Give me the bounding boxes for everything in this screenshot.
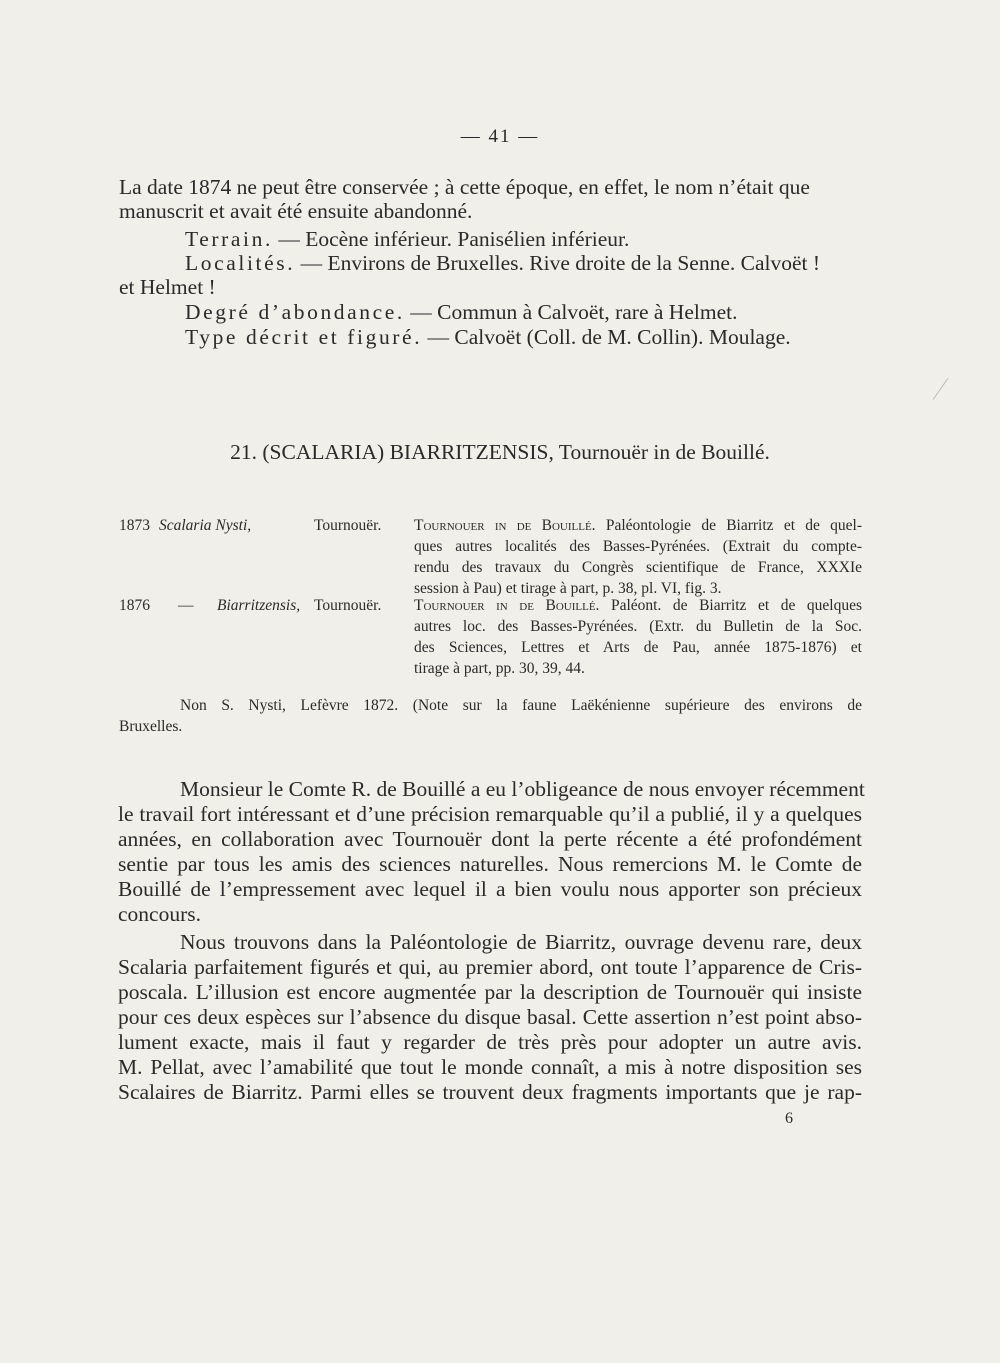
ref-line: session à Pau) et tirage à part, p. 38, pl. VI, fig. 3. — [414, 580, 722, 597]
paragraph-line: lument exacte, mais il faut y regarder de très près pour adopter un autre avis. — [118, 1030, 862, 1054]
field-terrain-label: Terrain. — [185, 227, 273, 251]
ref-author: Tournouer in de Bouillé. — [414, 517, 596, 534]
field-type — [185, 325, 791, 349]
ref-line: ques autres localités des Basses-Pyrénées. (Extrait du compte- — [414, 538, 862, 555]
margin-mark — [933, 378, 949, 400]
field-localites-label: Localités. — [185, 251, 296, 275]
intro-line-2: manuscrit et avait été ensuite abandonné. — [119, 199, 473, 223]
paragraph-line: poscala. L’illusion est encore augmentée par la description de Tournouër qui insiste — [118, 980, 862, 1004]
field-type-label: Type décrit et figuré. — [185, 325, 423, 349]
non-note-line-1: Non S. Nysti, Lefèvre 1872. (Note sur la faune Laëkénienne supérieure des environs de — [180, 697, 862, 714]
field-localites — [185, 251, 820, 275]
field-abondance-label: Degré d’abondance. — [185, 300, 405, 324]
synonymy-name: Scalaria Nysti, — [159, 517, 252, 534]
non-note-line-2: Bruxelles. — [119, 718, 183, 735]
field-localites-cont: et Helmet ! — [119, 275, 216, 299]
paragraph-1 — [118, 777, 865, 927]
paragraph-line: Scalaires de Biarritz. Parmi elles se trouvent deux fragments importants que je rap- — [118, 1080, 862, 1104]
field-terrain — [185, 227, 629, 251]
ref-line: Paléont. de Biarritz et de quelques — [611, 597, 863, 614]
paragraph-line: Monsieur le Comte R. de Bouillé a eu l’obligeance de nous envoyer récemment — [180, 777, 865, 801]
paragraph-line: sentie par tous les amis des sciences naturelles. Nous remercions M. le Comte de — [118, 852, 862, 876]
field-abondance — [185, 300, 737, 324]
paragraph-line: Scalaria parfaitement figurés et qui, au premier abord, ont toute l’apparence de Cris- — [118, 955, 862, 979]
synonymy-name: Biarritzensis, — [217, 597, 301, 614]
field-type-value: — Calvoët (Coll. de M. Collin). Moulage. — [427, 325, 791, 349]
paragraph-line: Bouillé de l’empressement avec lequel il a bien voulu nous apporter son précieux — [118, 877, 862, 901]
paragraph-line: Nous trouvons dans la Paléontologie de Biarritz, ouvrage devenu rare, deux — [180, 930, 862, 954]
synonymy-dash: — — [178, 597, 194, 614]
ref-line: rendu des travaux du Congrès scientifique de France, XXXIe — [414, 559, 862, 576]
intro-line-1: La date 1874 ne peut être conservée ; à cette époque, en effet, le nom n’était que — [119, 175, 810, 199]
field-localites-value: — Environs de Bruxelles. Rive droite de la Senne. Calvoët ! — [300, 251, 821, 275]
ref-line: tirage à part, pp. 30, 39, 44. — [414, 660, 585, 677]
page-number: — 41 — — [460, 126, 540, 147]
paragraph-line: M. Pellat, avec l’amabilité que tout le monde connaît, a mis à notre disposition ses — [118, 1055, 862, 1079]
field-abondance-value: — Commun à Calvoët, rare à Helmet. — [410, 300, 738, 324]
species-heading: 21. (SCALARIA) BIARRITZENSIS, Tournouër in de Bouillé. — [230, 440, 770, 464]
synonymy-reference — [414, 597, 862, 681]
paragraph-line: pour ces deux espèces sur l’absence du disque basal. Cette assertion n’est point abso- — [118, 1005, 862, 1029]
paragraph-line: années, en collaboration avec Tournouër dont la perte récente a été profondément — [118, 827, 862, 851]
synonymy-author: Tournouër. — [314, 597, 382, 614]
ref-line: autres loc. des Basses-Pyrénées. (Extr. du Bulletin de la Soc. — [414, 618, 862, 635]
paragraph-2 — [118, 930, 862, 1105]
synonymy-year: 1873 — [119, 517, 150, 534]
ref-line: des Sciences, Lettres et Arts de Pau, année 1875-1876) et — [414, 639, 862, 656]
synonymy-reference — [414, 517, 862, 601]
paragraph-line: le travail fort intéressant et d’une précision remarquable qu’il a publié, il y a quelques — [118, 802, 862, 826]
paragraph-line: concours. — [118, 902, 201, 926]
signature-mark: 6 — [785, 1110, 793, 1127]
ref-line: Paléontologie de Biarritz et de quel- — [605, 517, 862, 534]
synonymy-year: 1876 — [119, 597, 150, 614]
field-terrain-value: — Eocène inférieur. Panisélien inférieur. — [278, 227, 630, 251]
ref-author: Tournouer in de Bouillé. — [414, 597, 600, 614]
synonymy-author: Tournouër. — [314, 517, 382, 534]
